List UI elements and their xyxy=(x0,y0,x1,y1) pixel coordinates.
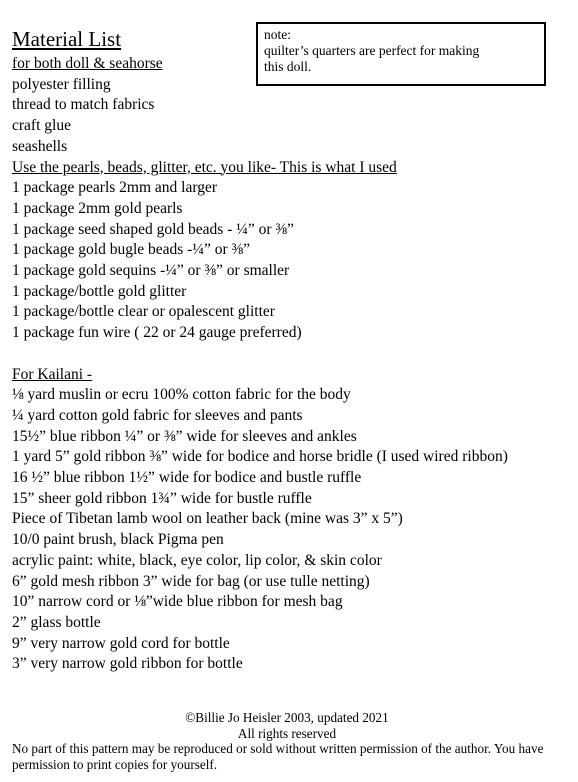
list-item: 1 package seed shaped gold beads - ¼” or ⅜” xyxy=(12,220,294,238)
note-line: this doll. xyxy=(264,59,312,74)
section-heading-embellishments: Use the pearls, beads, glitter, etc. you like- This is what I used xyxy=(12,158,397,176)
list-item: acrylic paint: white, black, eye color, lip color, & skin color xyxy=(12,551,382,569)
copyright-line: ©Billie Jo Heisler 2003, updated 2021 xyxy=(185,710,389,725)
list-item: polyester filling xyxy=(12,75,111,93)
list-item: 1 package gold bugle beads -¼” or ⅜” xyxy=(12,241,251,259)
material-list xyxy=(12,54,560,675)
list-item: ¼ yard cotton gold fabric for sleeves and pants xyxy=(12,406,303,424)
section-heading-kailani: For Kailani - xyxy=(12,365,93,383)
reproduction-notice: No part of this pattern may be reproduced or sold without written permission of the author. You have permission to print copies for yourself. xyxy=(12,741,544,772)
note-line: quilter’s quarters are perfect for making xyxy=(264,43,480,58)
list-item: 15½” blue ribbon ¼” or ⅜” wide for sleeves and ankles xyxy=(12,427,357,445)
list-item: 1 package/bottle clear or opalescent glitter xyxy=(12,303,275,321)
page-title: Material List xyxy=(12,27,122,51)
list-item: 1 yard 5” gold ribbon ⅜” wide for bodice and horse bridle (I used wired ribbon) xyxy=(12,448,508,466)
list-item: 9” very narrow gold cord for bottle xyxy=(12,634,230,652)
list-item: 1 package/bottle gold glitter xyxy=(12,282,187,300)
list-item: Piece of Tibetan lamb wool on leather back (mine was 3” x 5”) xyxy=(12,510,403,528)
section-heading-both: for both doll & seahorse xyxy=(12,55,163,72)
list-item: 3” very narrow gold ribbon for bottle xyxy=(12,655,243,673)
list-item: 16 ½” blue ribbon 1½” wide for bodice and bustle ruffle xyxy=(12,469,362,487)
list-item: 1 package 2mm gold pearls xyxy=(12,199,183,217)
list-item: 10” narrow cord or ⅛”wide blue ribbon for mesh bag xyxy=(12,593,343,611)
rights-line: All rights reserved xyxy=(237,725,337,741)
list-item: 2” glass bottle xyxy=(12,613,101,631)
list-item: 1 package fun wire ( 22 or 24 gauge preferred) xyxy=(12,324,302,342)
copyright-footer xyxy=(12,710,562,772)
list-item: 6” gold mesh ribbon 3” wide for bag (or use tulle netting) xyxy=(12,572,370,590)
section-spacer xyxy=(12,344,560,365)
list-item: thread to match fabrics xyxy=(12,96,155,114)
list-item: craft glue xyxy=(12,117,71,135)
list-item: 15” sheer gold ribbon 1¾” wide for bustle ruffle xyxy=(12,489,312,507)
note-line: note: xyxy=(264,27,291,42)
list-item: 1 package gold sequins -¼” or ⅜” or smaller xyxy=(12,262,290,280)
list-item: ⅛ yard muslin or ecru 100% cotton fabric for the body xyxy=(12,386,351,404)
list-item: 1 package pearls 2mm and larger xyxy=(12,179,218,197)
list-item: 10/0 paint brush, black Pigma pen xyxy=(12,531,224,549)
list-item: seashells xyxy=(12,137,68,155)
